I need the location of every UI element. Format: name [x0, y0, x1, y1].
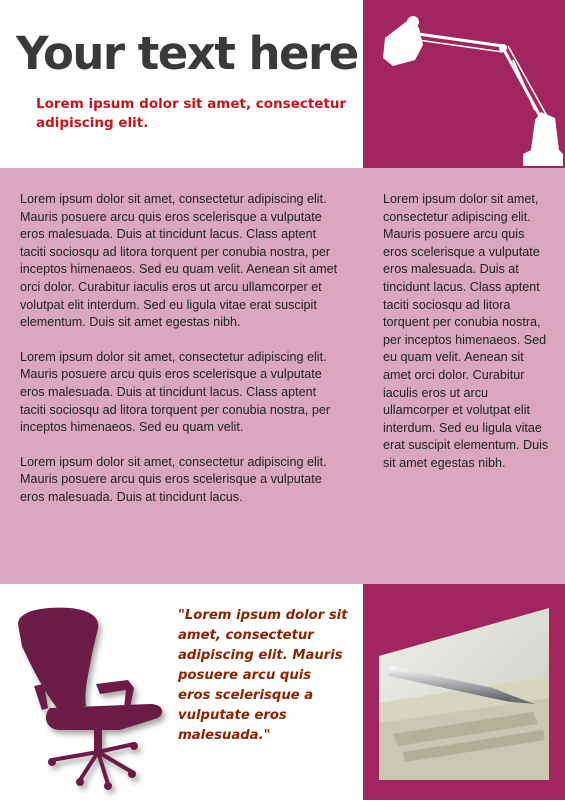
paragraph: Lorem ipsum dolor sit amet, consectetur adipiscing elit. Mauris posuere arcu quis eros scelerisque a vulputate eros malesuada. Duis at tincidunt lacus. Class aptent taciti sociosqu ad litora torquent per conubia nostra, per inceptos himenaeos. Sed eu quam velit. Aenean sit amet orci dolor. Curabitur iaculis eros ut arcu ullamcorper et volutpat elit interdum. Sed eu ligula vitae erat suscipit elementum. Duis sit amet egestas nibh. [20, 192, 338, 330]
office-chair-icon [0, 584, 175, 800]
chair-image [0, 584, 175, 800]
pen-on-banknotes-photo [363, 584, 565, 800]
page-title: Your text here [16, 27, 358, 80]
paragraph: Lorem ipsum dolor sit amet, consectetur adipiscing elit. Mauris posuere arcu quis eros scelerisque a vulputate eros malesuada. Duis at tincidunt lacus. Class aptent taciti sociosqu ad litora torquent per conubia nostra, per inceptos himenaeos. Sed eu quam velit. Aenean sit amet orci dolor. Curabitur iaculis eros ut arcu ullamcorper et volutpat elit interdum. Sed eu ligula vitae erat suscipit elementum. Duis sit amet egestas nibh. [383, 192, 549, 470]
left-text-column [20, 191, 340, 507]
paragraph: Lorem ipsum dolor sit amet, consectetur adipiscing elit. Mauris posuere arcu quis eros scelerisque a vulputate eros malesuada. Duis at tincidunt lacus. Class aptent taciti sociosqu ad litora torquent per conubia nostra, per inceptos himenaeos. Sed eu quam velit. [20, 349, 331, 435]
desk-lamp-icon [363, 0, 565, 168]
page-subtitle: Lorem ipsum dolor sit amet, consectetur adipiscing elit. [36, 96, 347, 131]
paragraph: Lorem ipsum dolor sit amet, consectetur adipiscing elit. Mauris posuere arcu quis eros scelerisque a vulputate eros malesuada. Duis at tincidunt lacus. [20, 454, 327, 504]
photo-panel [363, 584, 565, 800]
pull-quote: "Lorem ipsum dolor sit amet, consectetur adipiscing elit. Mauris posuere arcu quis eros scelerisque a vulputate eros malesuada." [178, 608, 348, 743]
right-text-column [383, 191, 549, 473]
lamp-panel [363, 0, 565, 168]
